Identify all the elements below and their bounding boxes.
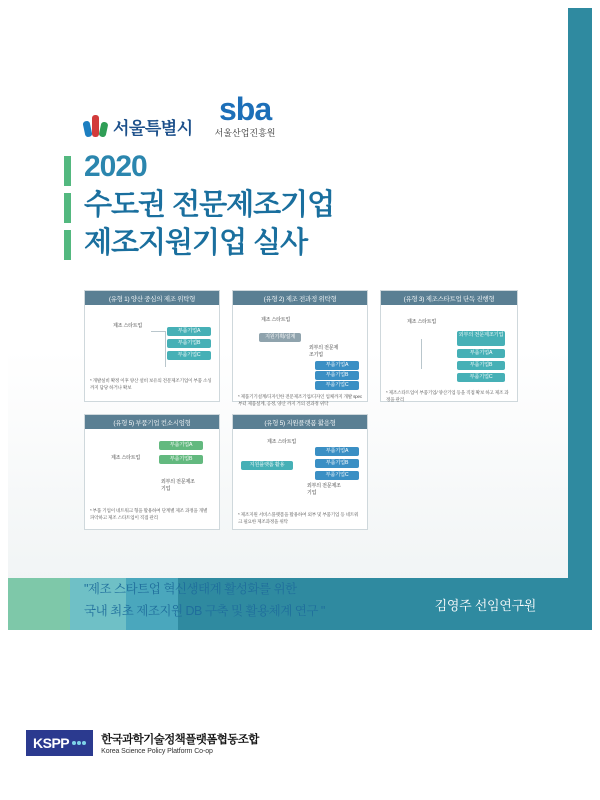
diagram-panel-5-header: (유형 5) 지원플랫폼 활용형 xyxy=(233,415,367,429)
diagram-panel-3-chip-0: 부품기업A xyxy=(457,349,505,358)
seoul-logo-label: 서울특별시 xyxy=(113,118,193,138)
diagram-panel-5-label-1: 지원플랫폼 활용 xyxy=(241,461,293,470)
diagram-panel-4-label-1: 외부의 전문제조기업 xyxy=(161,478,195,492)
person-icon xyxy=(247,439,261,457)
diagram-panel-4-label-0: 제조 스타트업 xyxy=(111,454,140,461)
diagram-panel-2 xyxy=(232,290,368,406)
diagram-panel-4-chip-0: 부품기업A xyxy=(159,441,203,450)
sba-logo xyxy=(214,91,276,139)
person-icon xyxy=(241,317,255,335)
kspp-dots-icon xyxy=(72,741,86,745)
quote-line-2: 국내 최초 제조지원 DB 구축 및 활용체계 연구 " xyxy=(84,604,325,618)
title-accent-bar-1 xyxy=(64,156,71,186)
cover-title xyxy=(84,148,524,262)
person-icon xyxy=(389,319,403,337)
color-strip-green xyxy=(8,578,70,630)
diagram-panel-5-note: * 제조지원 서비스플랫폼을 활용하여 외부 및 부품기업 등 네트워크 필요한 제조과정을 위탁 xyxy=(238,511,359,524)
diagram-panel-5 xyxy=(232,414,368,530)
diagram-panel-3-label-0: 제조 스타트업 xyxy=(407,318,436,325)
connector-line xyxy=(421,339,422,369)
diagram-panel-1-chip-0: 부품기업A xyxy=(167,327,211,336)
diagram-panel-5-label-0: 제조 스타트업 xyxy=(267,438,296,445)
footer-logo-row xyxy=(26,730,259,756)
diagram-panel-2-chip-2: 부품기업C xyxy=(315,381,359,390)
logo-row xyxy=(84,91,276,139)
diagram-panel-5-chip-1: 부품기업B xyxy=(315,459,359,468)
sba-logo-sublabel: 서울산업진흥원 xyxy=(214,128,276,138)
kspp-org-name xyxy=(101,731,259,755)
diagram-panel-5-chip-2: 부품기업C xyxy=(315,471,359,480)
diagram-panel-2-chip-0: 부품기업A xyxy=(315,361,359,370)
diagram-panel-3-header: (유형 3) 제조스타트업 단독 진행형 xyxy=(381,291,517,305)
quote-line-1: "제조 스타트업 혁신생태계 활성화를 위한 xyxy=(84,582,297,596)
kspp-logo-text: KSPP xyxy=(33,735,70,751)
diagram-panel-2-label-2: 외부의 전문제조기업 xyxy=(309,344,338,358)
diagram-panel-5-label-2: 외부의 전문제조기업 xyxy=(307,482,341,496)
title-accent-bar-3 xyxy=(64,230,71,260)
seoul-mark-icon xyxy=(84,113,108,139)
diagram-panel-3-chip-1: 부품기업B xyxy=(457,361,505,370)
person-icon xyxy=(93,451,107,469)
person-icon xyxy=(291,483,305,501)
connector-line xyxy=(165,331,166,367)
diagram-panel-1-chip-2: 부품기업C xyxy=(167,351,211,360)
right-teal-band xyxy=(568,8,592,630)
kspp-name-kr: 한국과학기술정책플랫폼협동조합 xyxy=(101,734,259,746)
author-label: 김영주 선임연구원 xyxy=(434,598,536,613)
seoul-city-logo xyxy=(84,113,193,139)
diagram-panel-3-label-1: 외부의 전문제조기업 xyxy=(457,331,505,346)
diagram-panel-4-header: (유형 5) 부품기업 컨소시엄형 xyxy=(85,415,219,429)
title-year: 2020 xyxy=(84,150,147,183)
footer xyxy=(8,630,592,778)
diagram-panel-1 xyxy=(84,290,220,402)
title-line-2: 수도권 전문제조기업 xyxy=(84,189,335,221)
diagram-panel-3-note: * 제조스타트업이 부품기업/ 양산기업 등을 직접 확보 하고 제조 과정을 관리 xyxy=(386,389,509,402)
person-icon xyxy=(293,347,307,365)
title-accent-bar-2 xyxy=(64,193,71,223)
diagram-panel-4 xyxy=(84,414,220,530)
diagram-panel-2-label-1: 지원기획/설계 xyxy=(259,333,301,342)
diagram-panel-1-note: * 개발실비 확정 이후 양산 설비 보유의 전문제조기업이 부품 소싱 까지 담당 하거나 확보 xyxy=(90,377,212,390)
diagram-panel-1-chip-1: 부품기업B xyxy=(167,339,211,348)
diagram-panel-4-chip-1: 부품기업B xyxy=(159,455,203,464)
connector-line xyxy=(151,331,165,332)
diagram-panel-1-header: (유형 1) 양산 중심의 제조 위탁형 xyxy=(85,291,219,305)
diagram-panel-2-label-0: 제조 스타트업 xyxy=(261,316,290,323)
diagram-panel-1-label-0: 제조 스타트업 xyxy=(113,322,142,329)
diagram-panel-3-chip-2: 부품기업C xyxy=(457,373,505,382)
title-line-3: 제조지원기업 실사 xyxy=(84,227,308,259)
person-icon xyxy=(145,475,159,493)
kspp-name-en: Korea Science Policy Platform Co-op xyxy=(101,748,213,755)
sba-logo-mark: sba xyxy=(218,91,272,127)
diagram-panel-2-header: (유형 2) 제조 전과정 위탁형 xyxy=(233,291,367,305)
diagram-panel-2-chip-1: 부품기업B xyxy=(315,371,359,380)
person-icon xyxy=(93,319,107,337)
diagram-area xyxy=(84,290,516,534)
diagram-panel-3 xyxy=(380,290,518,402)
diagram-panel-2-note: * 제품기기설계/디자인한 전문제조기업/디자인 업체까지 개발 spec 부터 제품설계, 공정, 양산 까지 거의 전과정 위탁 xyxy=(238,393,362,406)
cover-sheet xyxy=(8,8,592,778)
kspp-logo-badge xyxy=(26,730,93,756)
diagram-panel-5-chip-0: 부품기업A xyxy=(315,447,359,456)
diagram-panel-4-note: * 부품 기업이 네트워크 형을 활용하여 단계별 제조 과정을 개별 파악하고 제조 스타트업이 직접 관리 xyxy=(90,507,208,520)
